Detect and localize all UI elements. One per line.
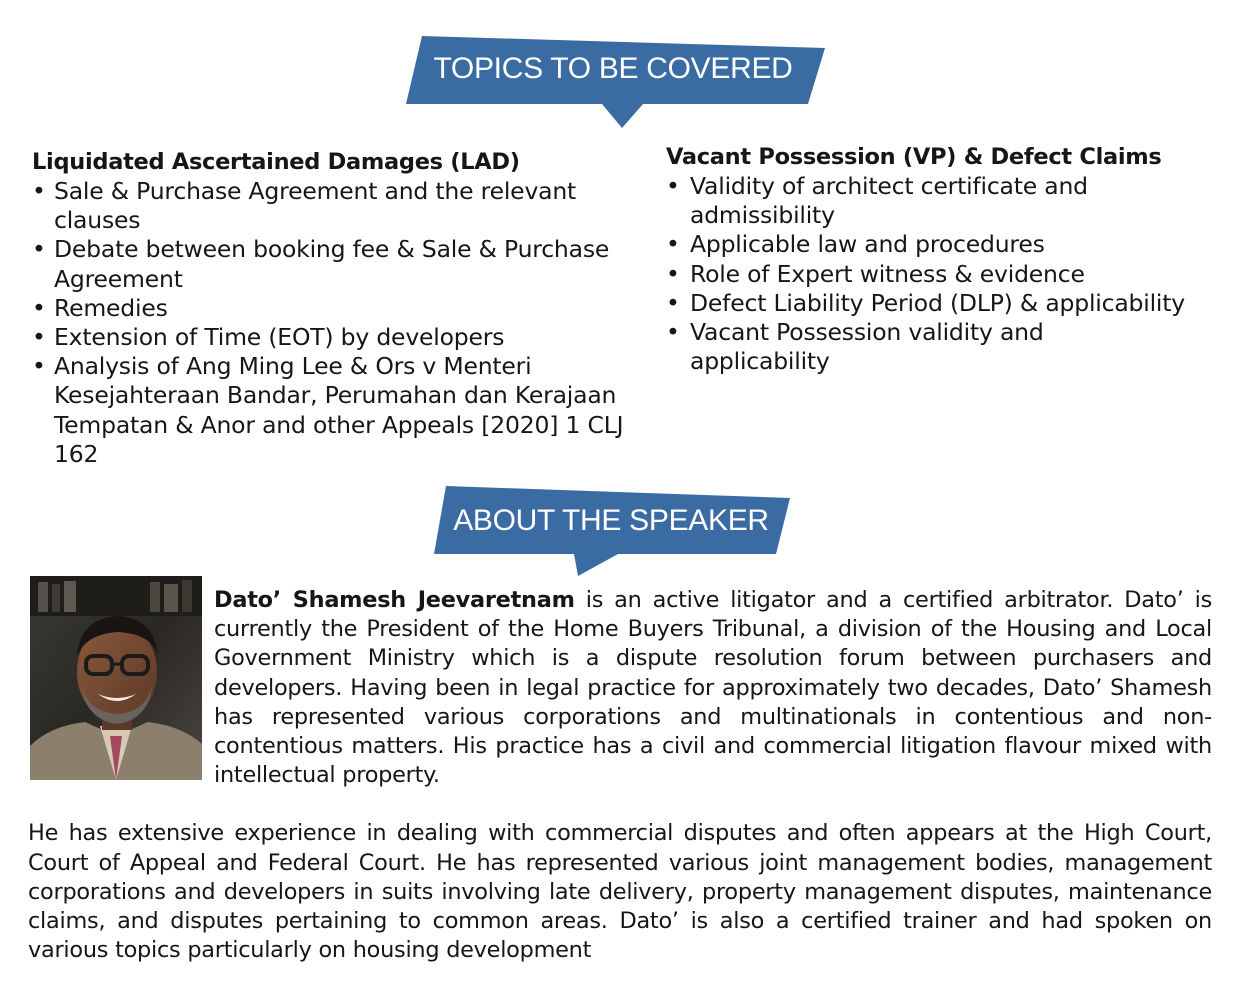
list-item: • Debate between booking fee & Sale & Purchase Agreement bbox=[32, 235, 610, 293]
bullet-icon: • bbox=[666, 318, 680, 347]
speaker-bio bbox=[28, 586, 1212, 965]
bullet-icon: • bbox=[32, 177, 46, 205]
bio-paragraph: Dato’ Shamesh Jeevaretnam is an active litigator and a certified arbitrator. Dato’ is currently the President of the Home Buyers Tribunal, a division of the Housing and Local Government Ministry which is a dispute resolution forum between purchasers and developers. Having been in legal practice for approximately two decades, Dato’ Shamesh has represented various corporations and multinationals in contentious and non-contentious matters. His practice has a civil and commercial litigation flavour mixed with intellectual property. bbox=[214, 587, 1213, 789]
lad-list bbox=[32, 177, 642, 469]
vp-list bbox=[666, 172, 1226, 376]
bullet-icon: • bbox=[32, 323, 46, 352]
bullet-icon: • bbox=[32, 352, 46, 381]
vp-heading: Vacant Possession (VP) & Defect Claims bbox=[666, 144, 1162, 170]
list-item: • Role of Expert witness & evidence bbox=[666, 259, 1085, 288]
bullet-icon: • bbox=[32, 235, 46, 264]
speaker-name: Dato’ Shamesh Jeevaretnam bbox=[214, 587, 575, 613]
bullet-icon: • bbox=[666, 172, 680, 200]
list-item: • Applicable law and procedures bbox=[666, 230, 1045, 259]
list-item: • Remedies bbox=[32, 293, 168, 322]
vp-topics bbox=[666, 143, 1226, 376]
bio-paragraph: He has extensive experience in dealing with commercial disputes and often appears at the High Court, Court of Appeal and Federal Court. He has represented various joint management bodies, management corporations and developers in suits involving late delivery, property management disputes, maintenance claims, and disputes pertaining to common areas. Dato’ is also a certified trainer and had spoken on various topics particularly on housing development bbox=[28, 820, 1212, 964]
topics-banner bbox=[400, 34, 826, 130]
bullet-icon: • bbox=[666, 230, 680, 259]
list-item: • Sale & Purchase Agreement and the relevant clauses bbox=[32, 177, 577, 235]
bullet-icon: • bbox=[666, 259, 680, 288]
bullet-icon: • bbox=[32, 293, 46, 322]
bullet-icon: • bbox=[666, 288, 680, 317]
list-item: • Validity of architect certificate and admissibility bbox=[666, 172, 1088, 230]
list-item: • Vacant Possession validity and applicability bbox=[666, 318, 1044, 376]
lad-topics bbox=[32, 148, 642, 469]
speaker-banner bbox=[430, 484, 792, 580]
lad-heading: Liquidated Ascertained Damages (LAD) bbox=[32, 149, 520, 175]
photo-spacer bbox=[28, 586, 214, 786]
list-item: • Defect Liability Period (DLP) & applicability bbox=[666, 288, 1185, 317]
list-item: • Analysis of Ang Ming Lee & Ors v Menteri Kesejahteraan Bandar, Perumahan dan Kerajaan Tempatan & Anor and other Appeals [2020] 1 CLJ 162 bbox=[32, 352, 624, 468]
speaker-banner-title: ABOUT THE SPEAKER bbox=[453, 504, 769, 537]
list-item: • Extension of Time (EOT) by developers bbox=[32, 323, 505, 352]
topics-banner-title: TOPICS TO BE COVERED bbox=[433, 52, 793, 85]
